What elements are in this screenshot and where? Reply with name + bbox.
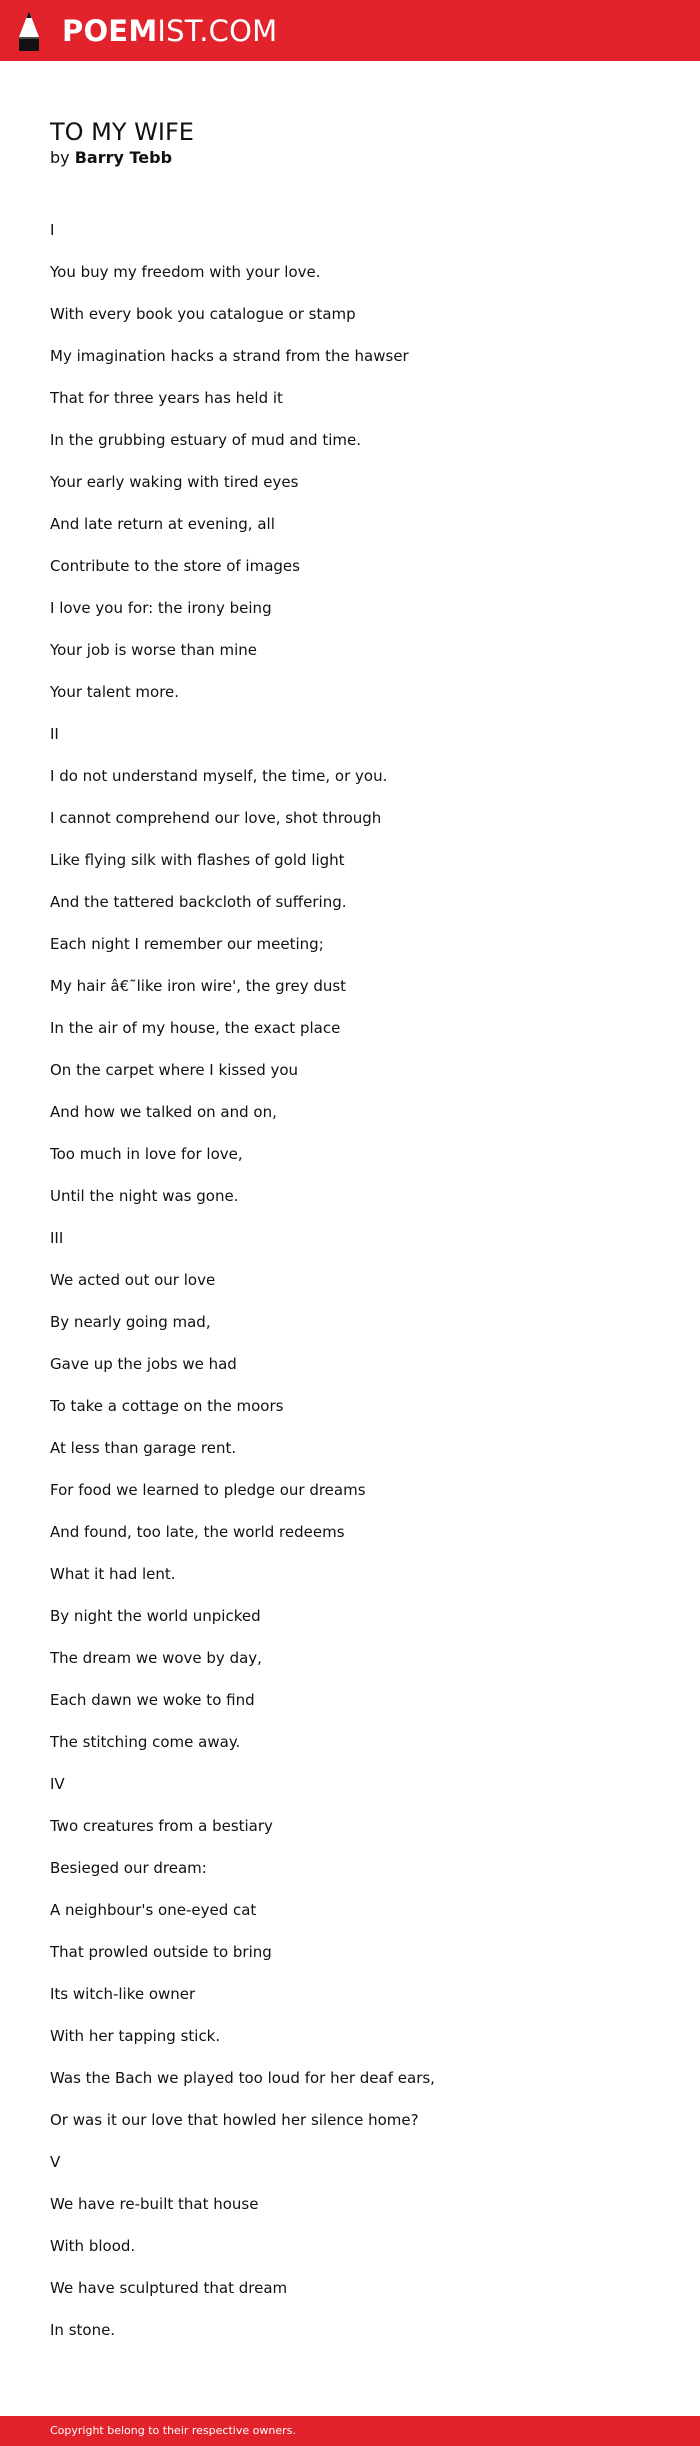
poem-line: Like flying silk with flashes of gold light xyxy=(50,851,345,869)
logo-light-part: IST.COM xyxy=(157,14,278,48)
poem-line: Besieged our dream: xyxy=(50,1859,207,1877)
poem-byline xyxy=(50,147,650,169)
poem-line: My imagination hacks a strand from the hawser xyxy=(50,347,409,365)
site-logo[interactable] xyxy=(62,12,277,50)
poem-line: And how we talked on and on, xyxy=(50,1103,277,1121)
pencil-logo-icon[interactable] xyxy=(17,11,41,51)
poem-line: V xyxy=(50,2153,61,2171)
poem-line: I do not understand myself, the time, or you. xyxy=(50,767,388,785)
poem-heading xyxy=(50,117,650,169)
poem-line: Gave up the jobs we had xyxy=(50,1355,237,1373)
poem-line: III xyxy=(50,1229,64,1247)
poem-line: A neighbour's one-eyed cat xyxy=(50,1901,257,1919)
poem-line: The dream we wove by day, xyxy=(50,1649,262,1667)
poem-line: At less than garage rent. xyxy=(50,1439,237,1457)
poem-line: I love you for: the irony being xyxy=(50,599,272,617)
logo-bold-part: POEM xyxy=(62,14,158,48)
poem-title: TO MY WIFE xyxy=(50,118,194,146)
poem-line: And found, too late, the world redeems xyxy=(50,1523,345,1541)
poem-line: Your job is worse than mine xyxy=(50,641,257,659)
poem-line: Too much in love for love, xyxy=(50,1145,243,1163)
poem-line: You buy my freedom with your love. xyxy=(50,263,321,281)
poem-author: Barry Tebb xyxy=(74,148,173,167)
poem-line: In the grubbing estuary of mud and time. xyxy=(50,431,362,449)
poem-line: What it had lent. xyxy=(50,1565,176,1583)
poem-line: Each dawn we woke to find xyxy=(50,1691,255,1709)
poem-line: Its witch-like owner xyxy=(50,1985,196,2003)
poem-line: With her tapping stick. xyxy=(50,2027,221,2045)
poem-line: And the tattered backcloth of suffering. xyxy=(50,893,347,911)
poem-line: That prowled outside to bring xyxy=(50,1943,272,1961)
poem-line: That for three years has held it xyxy=(50,389,283,407)
poem-line: By night the world unpicked xyxy=(50,1607,261,1625)
poem-line: With every book you catalogue or stamp xyxy=(50,305,356,323)
poem-line: We have re-built that house xyxy=(50,2195,259,2213)
poem-line: Two creatures from a bestiary xyxy=(50,1817,273,1835)
poem-line: By nearly going mad, xyxy=(50,1313,211,1331)
poem-line: Your early waking with tired eyes xyxy=(50,473,299,491)
poem-line: We acted out our love xyxy=(50,1271,216,1289)
poem-line: I xyxy=(50,221,55,239)
poem-line: In stone. xyxy=(50,2321,116,2339)
poem-line: Or was it our love that howled her silence home? xyxy=(50,2111,419,2129)
poem-line: And late return at evening, all xyxy=(50,515,275,533)
poem-line: The stitching come away. xyxy=(50,1733,241,1751)
poem-line: On the carpet where I kissed you xyxy=(50,1061,299,1079)
copyright-notice: Copyright belong to their respective owners. xyxy=(50,2424,296,2437)
poem-line: With blood. xyxy=(50,2237,136,2255)
poem-line: My hair â€˜like iron wire', the grey dust xyxy=(50,977,347,995)
site-footer xyxy=(0,2416,700,2446)
site-header xyxy=(0,0,700,61)
poem-line: I cannot comprehend our love, shot through xyxy=(50,809,382,827)
poem-line: Until the night was gone. xyxy=(50,1187,239,1205)
poem-line: We have sculptured that dream xyxy=(50,2279,288,2297)
poem-line: Your talent more. xyxy=(50,683,180,701)
poem-body xyxy=(50,215,650,2357)
by-label: by xyxy=(50,148,70,167)
poem-line: II xyxy=(50,725,59,743)
poem-line: To take a cottage on the moors xyxy=(50,1397,284,1415)
poem-line: In the air of my house, the exact place xyxy=(50,1019,341,1037)
poem-line: Contribute to the store of images xyxy=(50,557,300,575)
poem-line: For food we learned to pledge our dreams xyxy=(50,1481,366,1499)
poem-line: Each night I remember our meeting; xyxy=(50,935,324,953)
poem-line: Was the Bach we played too loud for her deaf ears, xyxy=(50,2069,435,2087)
poem-line: IV xyxy=(50,1775,65,1793)
